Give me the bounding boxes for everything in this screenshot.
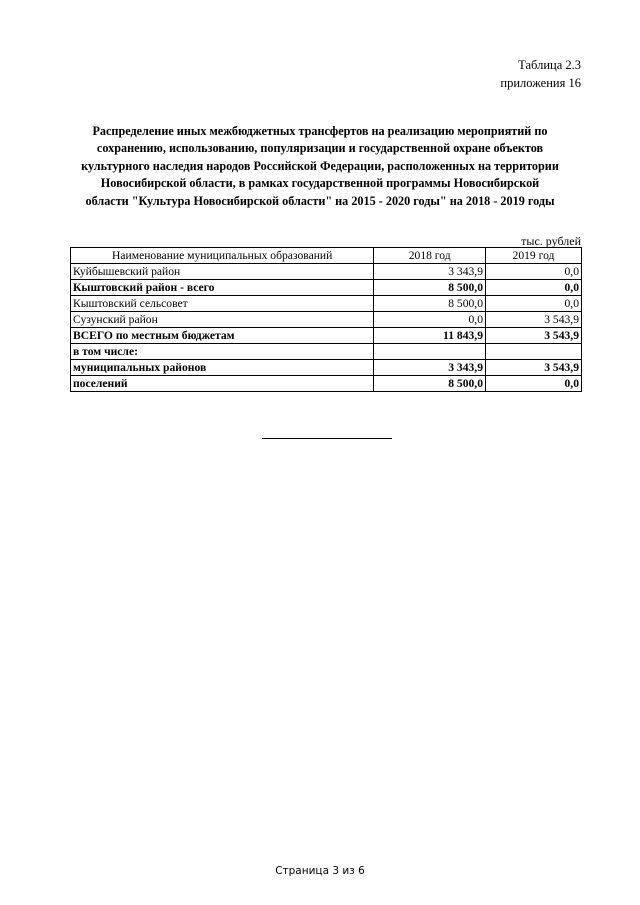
table-number: Таблица 2.3 [518, 58, 581, 72]
row-name: ВСЕГО по местным бюджетам [71, 328, 374, 344]
row-2018: 11 843,9 [374, 328, 486, 344]
row-2019: 0,0 [486, 296, 582, 312]
table-row [71, 344, 582, 360]
header-2019: 2019 год [486, 248, 582, 264]
row-2018: 8 500,0 [374, 280, 486, 296]
table-row-total [71, 328, 582, 344]
document-title [60, 123, 580, 210]
row-2018 [374, 344, 486, 360]
table-row [71, 296, 582, 312]
row-2019: 3 543,9 [486, 328, 582, 344]
title-line-1: Распределение иных межбюджетных трансфертов на реализацию мероприятий по [92, 124, 548, 138]
row-2018: 0,0 [374, 312, 486, 328]
row-2019: 0,0 [486, 376, 582, 392]
transfers-table [70, 247, 582, 392]
row-2019: 0,0 [486, 264, 582, 280]
row-name: Кыштовский сельсовет [71, 296, 374, 312]
units-label: тыс. рублей [521, 234, 581, 248]
separator-line [262, 438, 392, 439]
row-name: Кыштовский район - всего [71, 280, 374, 296]
title-line-4: Новосибирской области, в рамках государственной программы Новосибирской [100, 176, 540, 191]
table-header-row [71, 248, 582, 264]
row-name: Сузунский район [71, 312, 374, 328]
header-name: Наименование муниципальных образований [71, 248, 374, 264]
appendix-reference: приложения 16 [500, 76, 581, 90]
row-2019 [486, 344, 582, 360]
table-row [71, 376, 582, 392]
page-number: Страница 3 из 6 [275, 865, 365, 877]
table-row [71, 280, 582, 296]
row-2019: 0,0 [486, 280, 582, 296]
table-row [71, 360, 582, 376]
row-2019: 3 543,9 [486, 312, 582, 328]
table-row [71, 264, 582, 280]
title-line-5: области "Культура Новосибирской области" на 2015 - 2020 годы" на 2018 - 2019 годы [85, 193, 555, 208]
row-2018: 8 500,0 [374, 376, 486, 392]
header-2018: 2018 год [374, 248, 486, 264]
row-2018: 3 343,9 [374, 264, 486, 280]
row-2018: 8 500,0 [374, 296, 486, 312]
row-name: в том числе: [71, 344, 374, 360]
row-name: муниципальных районов [71, 360, 374, 376]
title-line-2: сохранению, использованию, популяризации и государственной охране объектов [96, 141, 544, 156]
title-line-3: культурного наследия народов Российской Федерации, расположенных на территории [81, 158, 559, 173]
row-name: Куйбышевский район [71, 264, 374, 280]
row-2018: 3 343,9 [374, 360, 486, 376]
row-2019: 3 543,9 [486, 360, 582, 376]
row-name: поселений [71, 376, 374, 392]
table-row [71, 312, 582, 328]
